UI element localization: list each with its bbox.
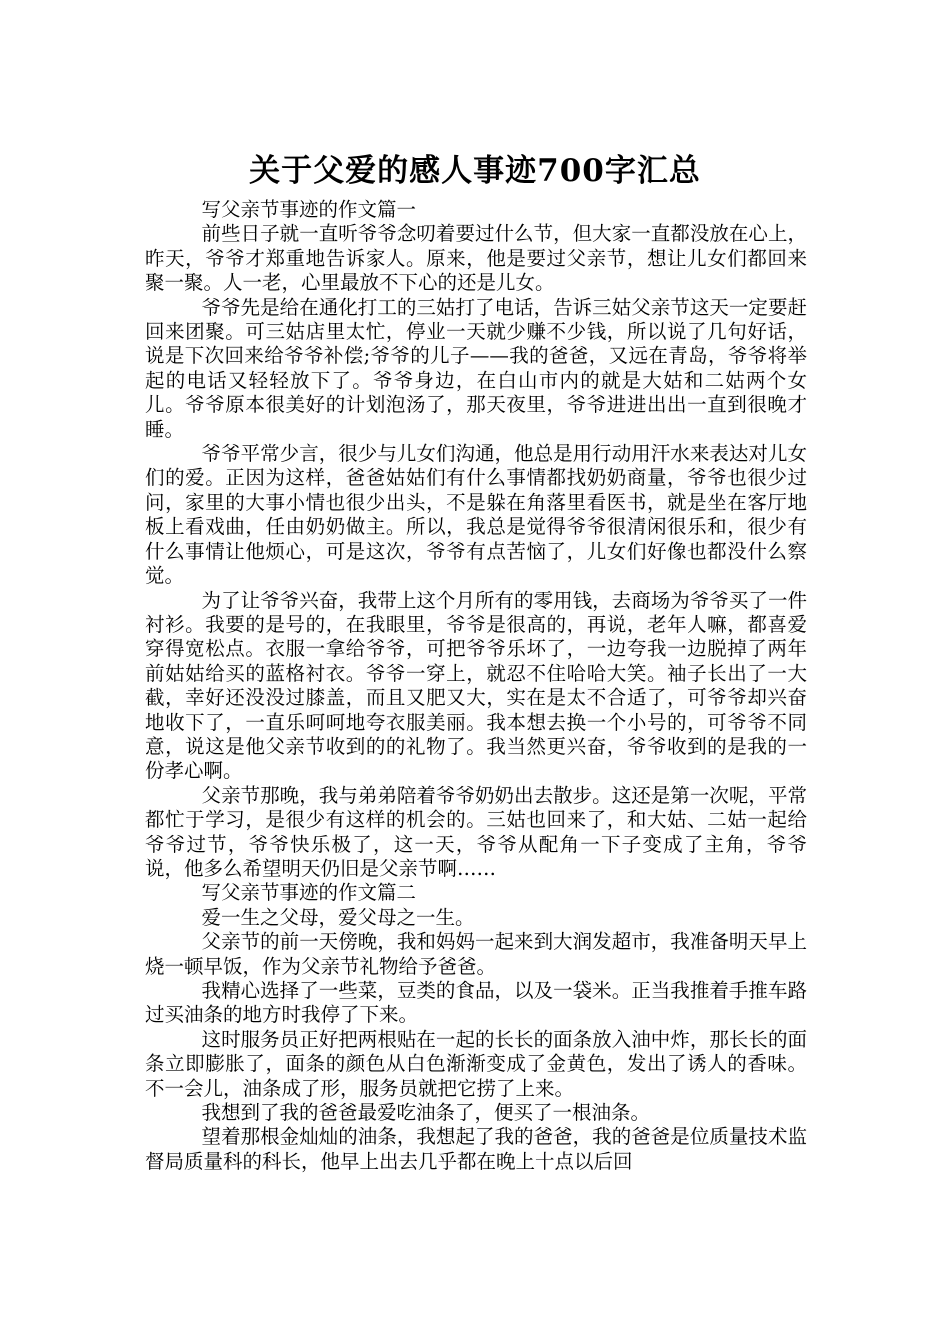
paragraph: 父亲节的前一天傍晚，我和妈妈一起来到大润发超市，我准备明天早上烧一顿早饭，作为父亲节礼物给予爸爸。 [145,930,807,978]
paragraph: 爱一生之父母，爱父母之一生。 [201,905,475,929]
section-heading-2: 写父亲节事迹的作文篇二 [201,881,417,905]
paragraph: 爷爷先是给在通化打工的三姑打了电话，告诉三姑父亲节这天一定要赶回来团聚。可三姑店里太忙，停业一天就少赚不少钱，所以说了几句好话，说是下次回来给爷爷补偿;爷爷的儿子——我的爸爸，又远在青岛，爷爷将举起的电话又轻轻放下了。爷爷身边，在白山市内的就是大姑和二姑两个女儿。爷爷原本很美好的计划泡汤了，那天夜里，爷爷进进出出一直到很晚才睡。 [145,295,807,441]
paragraph: 爷爷平常少言，很少与儿女们沟通，他总是用行动用汗水来表达对儿女们的爱。正因为这样，爸爸姑姑们有什么事情都找奶奶商量，爷爷也很少过问，家里的大事小情也很少出头，不是躲在角落里看医书，就是坐在客厅地板上看戏曲，任由奶奶做主。所以，我总是觉得爷爷很清闲很乐和，很少有什么事情让他烦心，可是这次，爷爷有点苦恼了，儿女们好像也都没什么察觉。 [145,442,807,588]
paragraph: 父亲节那晚，我与弟弟陪着爷爷奶奶出去散步。这还是第一次呢，平常都忙于学习，是很少有这样的机会的。三姑也回来了，和大姑、二姑一起给爷爷过节，爷爷快乐极了，这一天，爷爷从配角一下子变成了主角，爷爷说，他多么希望明天仍旧是父亲节啊…… [145,783,807,880]
paragraph: 为了让爷爷兴奋，我带上这个月所有的零用钱，去商场为爷爷买了一件衬衫。我要的是号的，在我眼里，爷爷是很高的，再说，老年人嘛，都喜爱穿得宽松点。衣服一拿给爷爷，可把爷爷乐坏了，一边夸我一边脱掉了两年前姑姑给买的蓝格衬衣。爷爷一穿上，就忍不住哈哈大笑。袖子长出了一大截，幸好还没没过膝盖，而且又肥又大，实在是太不合适了，可爷爷却兴奋地收下了，一直乐呵呵地夸衣服美丽。我本想去换一个小号的，可爷爷不同意，说这是他父亲节收到的的礼物了。我当然更兴奋，爷爷收到的是我的一份孝心啊。 [145,588,807,783]
paragraph: 前些日子就一直听爷爷念叨着要过什么节，但大家一直都没放在心上，昨天，爷爷才郑重地告诉家人。原来，他是要过父亲节，想让儿女们都回来聚一聚。人一老，心里最放不下心的还是儿女。 [145,222,807,295]
paragraph: 这时服务员正好把两根贴在一起的长长的面条放入油中炸，那长长的面条立即膨胀了，面条的颜色从白色渐渐变成了金黄色，发出了诱人的香味。不一会儿，油条成了形，服务员就把它捞了上来。 [145,1027,807,1100]
document-title: 关于父爱的感人事迹700字汇总 [249,152,701,189]
paragraph: 我想到了我的爸爸最爱吃油条了，便买了一根油条。 [201,1101,651,1125]
paragraph: 望着那根金灿灿的油条，我想起了我的爸爸，我的爸爸是位质量技术监督局质量科的科长，他早上出去几乎都在晚上十点以后回 [145,1125,807,1173]
section-heading-1: 写父亲节事迹的作文篇一 [201,198,417,221]
document-body [145,198,807,1174]
paragraph: 我精心选择了一些菜，豆类的食品，以及一袋米。正当我推着手推车路过买油条的地方时我停了下来。 [145,979,807,1027]
